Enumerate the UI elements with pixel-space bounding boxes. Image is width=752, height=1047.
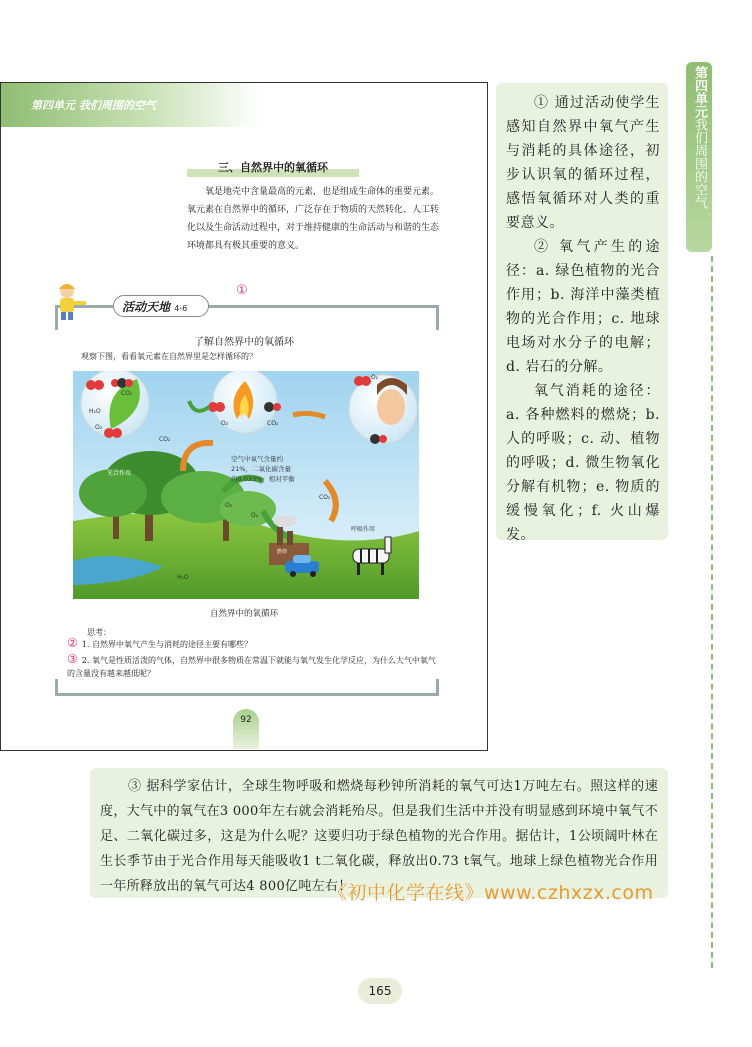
h2o-label: H₂O — [89, 408, 101, 415]
leaf-bubble-icon — [81, 371, 149, 438]
person-bubble-icon — [349, 374, 417, 444]
co2-label-fire: CO₂ — [267, 420, 279, 427]
o2-label-person: O₂ — [371, 374, 379, 381]
intro-paragraph: 氧是地壳中含量最高的元素，也是组成生命体的重要元素。氧元素在自然界中的循环，广泛存在于物质的天然转化、人工转化以及生命活动过程中，对于维持健康的生命活动与和谐的生态环境都具有极其重要的意义。 — [187, 187, 440, 251]
co2-label-arrow: CO₂ — [159, 436, 171, 443]
air-text-3: 约0.033%，相对平衡 — [231, 475, 295, 483]
h2o-label-lake: H₂O — [177, 574, 189, 581]
question-1-marker: ② — [67, 636, 78, 650]
co2-label-leaf: CO₂ — [121, 390, 133, 397]
air-text-2: 21%，二氧化碳含量 — [231, 465, 291, 473]
bottom-note-text: ③ 据科学家估计，全球生物呼吸和燃烧每秒钟所消耗的氧气可达1万吨左右。照这样的速度，大气中的氧气在3 000年左右就会消耗殆尽。但是我们生活中并没有明显感到环境中氧气不足、二氧化碳过多，这是为什么呢？这要归功于绿色植物的光合作用。据估计，1公顷阔叶林在生长季节由于光合作用每天能吸收1 t二氧化碳，释放出0.73 t氧气。地球上绿色植物光合作用一年所释放出的氧气可达4 800亿吨左右！ — [100, 779, 658, 894]
unit-header — [1, 83, 261, 127]
figure-caption: 自然界中的氧循环 — [209, 609, 278, 619]
o2-label-leaf: O₂ — [95, 424, 103, 431]
section-title: 三、自然界中的氧循环 — [187, 159, 359, 177]
textbook-page — [0, 82, 488, 751]
respiration-label: 呼吸作用 — [351, 526, 376, 533]
page-number: 165 — [358, 978, 402, 1004]
teaching-note — [496, 83, 668, 543]
activity-prompt: 观察下图，看看氧元素在自然界里是怎样循环的？ — [81, 352, 257, 361]
note-paragraph-3: 氧气消耗的途径：a. 各种燃料的燃烧；b. 人的呼吸；c. 动、植物的呼吸；d. 微生物氧化分解有机物；e. 物质的缓慢氧化；f. 火山爆发。 — [506, 383, 660, 543]
note-paragraph-2: ② 氧气产生的途径：a. 绿色植物的光合作用；b. 海洋中藻类植物的光合作用；c. 地球电场对水分子的电解；d. 岩石的分解。 — [506, 239, 660, 375]
activity-label: 活动天地 — [122, 300, 171, 314]
side-tab-unit: 第四单元 — [692, 66, 707, 118]
factory-label: 燃烧 — [277, 549, 288, 555]
question-2-marker: ③ — [67, 652, 78, 666]
question-2-text: 2. 氧气是性质活泼的气体，自然界中很多物质在常温下就能与氧气发生化学反应，为什么大气中氧气的含量没有越来越低呢？ — [67, 656, 436, 678]
question-2 — [67, 653, 437, 680]
side-dashed-line — [711, 256, 713, 968]
activity-frame-bottom — [55, 679, 439, 696]
co2-label-right: CO₂ — [319, 494, 331, 501]
think-label: 思考： — [87, 628, 111, 637]
note-paragraph-1: ① 通过活动使学生感知自然界中氧气产生与消耗的具体途径，初步认识氧的循环过程，感悟氧循环对人类的重要意义。 — [506, 95, 660, 231]
oxygen-cycle-figure — [73, 371, 419, 599]
child-illustration-icon — [53, 281, 89, 321]
question-1-text: 1. 自然界中氧气产生与消耗的途径主要有哪些？ — [81, 640, 252, 649]
activity-badge — [113, 295, 209, 317]
activity-marker: ① — [236, 283, 248, 298]
book-page-number: 92 — [233, 709, 259, 749]
o2-label-fire: O₂ — [221, 420, 229, 427]
o2-label-mid1: O₂ — [225, 502, 233, 509]
o2-label-mid2: O₂ — [251, 512, 259, 519]
unit-header-text: 第四单元 我们周围的空气 — [31, 99, 156, 112]
watermark: 《初中化学在线》www.czhxzx.com — [328, 882, 654, 904]
side-tab-title: 我们周围的空气 — [692, 118, 707, 209]
air-text-1: 空气中氧气含量约 — [231, 455, 283, 463]
photosynthesis-label: 光合作用 — [107, 470, 132, 477]
question-1 — [67, 637, 437, 651]
activity-number: 4-6 — [174, 304, 188, 313]
activity-title: 了解自然界中的氧循环 — [194, 337, 294, 348]
unit-side-tab — [686, 62, 712, 252]
